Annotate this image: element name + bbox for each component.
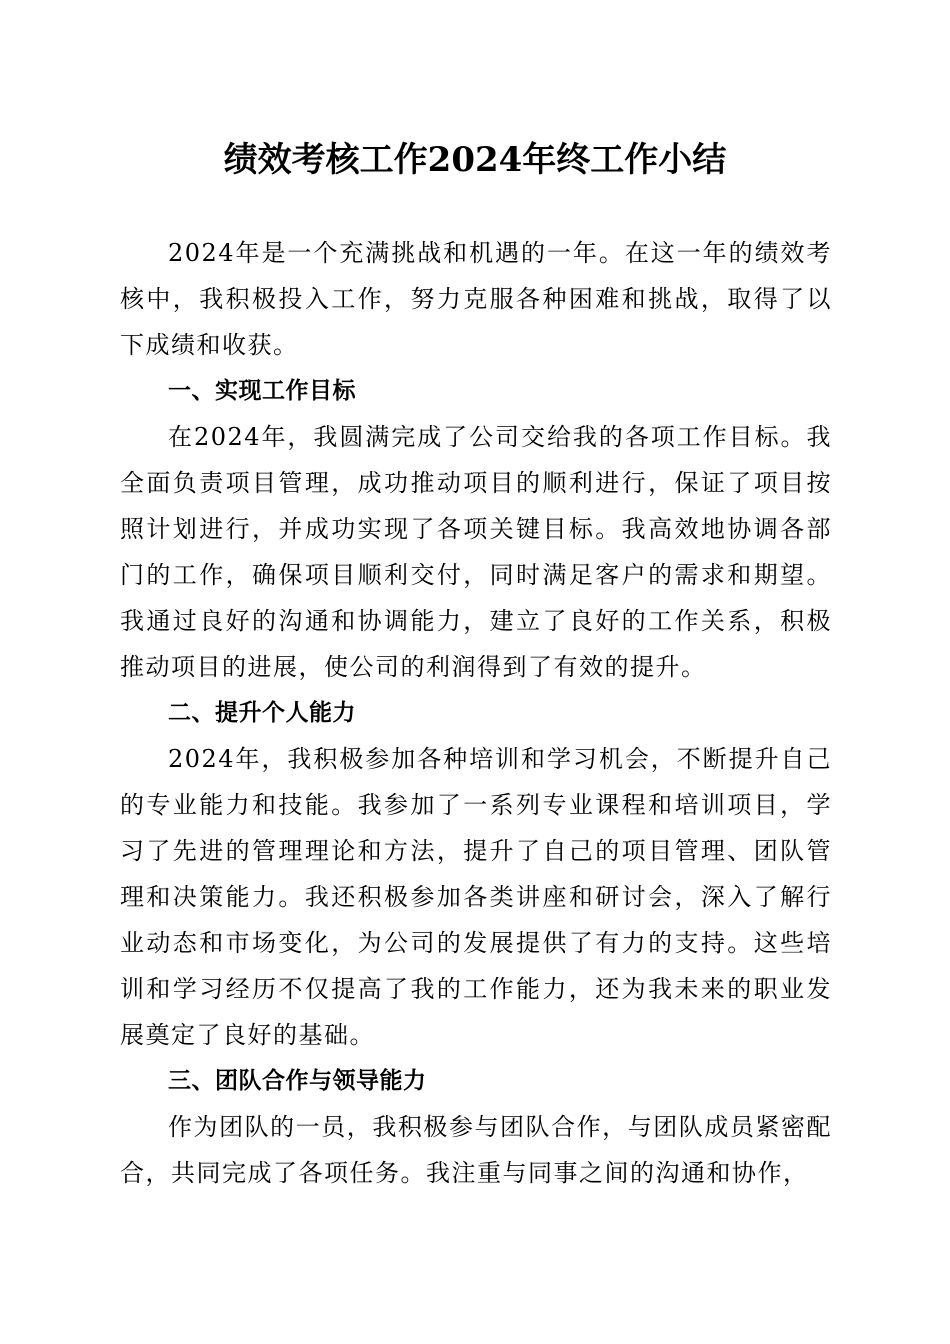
- section-heading-goals: 一、实现工作目标: [168, 378, 356, 404]
- section-heading-teamwork: 三、团队合作与领导能力: [168, 1068, 427, 1094]
- section-paragraph-teamwork: 作为团队的一员，我积极参与团队合作，与团队成员紧密配合，共同完成了各项任务。我注重与同事之间的沟通和协作，: [120, 1113, 832, 1187]
- section-paragraph-abilities: 2024年，我积极参加各种培训和学习机会，不断提升自己的专业能力和技能。我参加了一系列专业课程和培训项目，学习了先进的管理理论和方法，提升了自己的项目管理、团队管理和决策能力。我还积极参加各类讲座和研讨会，深入了解行业动态和市场变化，为公司的发展提供了有力的支持。这些培训和学习经历不仅提高了我的工作能力，还为我未来的职业发展奠定了良好的基础。: [120, 745, 832, 1049]
- section-paragraph-goals: 在2024年，我圆满完成了公司交给我的各项工作目标。我全面负责项目管理，成功推动项目的顺利进行，保证了项目按照计划进行，并成功实现了各项关键目标。我高效地协调各部门的工作，确保项目顺利交付，同时满足客户的需求和期望。我通过良好的沟通和协调能力，建立了良好的工作关系，积极推动项目的进展，使公司的利润得到了有效的提升。: [120, 423, 832, 681]
- document-body: [120, 230, 832, 1196]
- document-title: 绩效考核工作2024年终工作小结: [223, 140, 727, 180]
- intro-paragraph: 2024年是一个充满挑战和机遇的一年。在这一年的绩效考核中，我积极投入工作，努力克服各种困难和挑战，取得了以下成绩和收获。: [120, 239, 832, 359]
- section-heading-abilities: 二、提升个人能力: [168, 700, 356, 726]
